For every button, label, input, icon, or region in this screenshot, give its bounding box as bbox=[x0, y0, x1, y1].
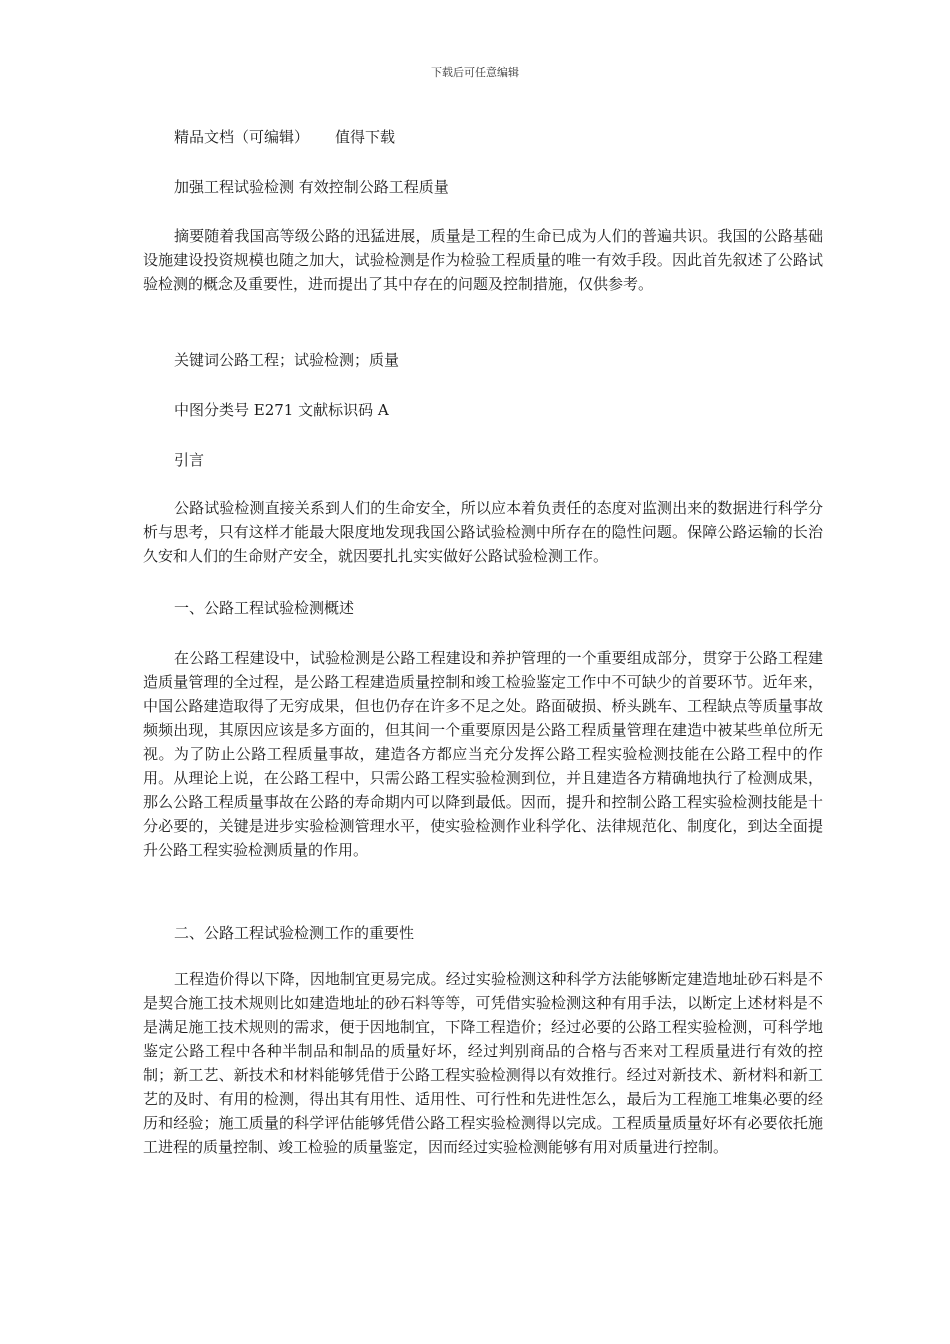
classification-line: 中图分类号 E271 文献标识码 A bbox=[174, 401, 389, 419]
section1-heading: 一、公路工程试验检测概述 bbox=[174, 599, 355, 617]
banner-line bbox=[174, 127, 395, 147]
banner-right: 值得下载 bbox=[335, 128, 396, 146]
abstract-paragraph: 摘要随着我国高等级公路的迅猛进展，质量是工程的生命已成为人们的普遍共识。我国的公路基础设施建设投资规模也随之加大，试验检测是作为检验工程质量的唯一有效手段。因此首先叙述了公路试验检测的概念及重要性，进而提出了其中存在的问题及控制措施，仅供参考。 bbox=[143, 227, 823, 293]
section2-paragraph: 工程造价得以下降，因地制宜更易完成。经过实验检测这种科学方法能够断定建造地址砂石料是不是契合施工技术规则比如建造地址的砂石料等等，可凭借实验检测这种有用手法，以断定上述材料是不是满足施工技术规则的需求，便于因地制宜，下降工程造价；经过必要的公路工程实验检测，可科学地鉴定公路工程中各种半制品和制品的质量好坏，经过判别商品的合格与否来对工程质量进行有效的控制；新工艺、新技术和材料能够凭借于公路工程实验检测得以有效推行。经过对新技术、新材料和新工艺的及时、有用的检测，得出其有用性、适用性、可行性和先进性怎么，最后为工程施工堆集必要的经历和经验；施工质量的科学评估能够凭借公路工程实验检测得以完成。工程质量质量好坏有必要依托施工进程的质量控制、竣工检验的质量鉴定，因而经过实验检测能够有用对质量进行控制。 bbox=[143, 970, 823, 1156]
keywords-line: 关键词公路工程；试验检测；质量 bbox=[174, 351, 400, 369]
intro-heading: 引言 bbox=[174, 451, 205, 469]
intro-paragraph: 公路试验检测直接关系到人们的生命安全，所以应本着负责任的态度对监测出来的数据进行科学分析与思考，只有这样才能最大限度地发现我国公路试验检测中所存在的隐性问题。保障公路运输的长治久安和人们的生命财产安全，就因要扎扎实实做好公路试验检测工作。 bbox=[143, 499, 823, 565]
section2-heading: 二、公路工程试验检测工作的重要性 bbox=[174, 924, 415, 942]
banner-left: 精品文档（可编辑） bbox=[174, 128, 310, 146]
document-title: 加强工程试验检测 有效控制公路工程质量 bbox=[174, 178, 449, 196]
page-header: 下载后可任意编辑 bbox=[431, 66, 519, 79]
section1-paragraph: 在公路工程建设中，试验检测是公路工程建设和养护管理的一个重要组成部分，贯穿于公路工程建造质量管理的全过程，是公路工程建造质量控制和竣工检验鉴定工作中不可缺少的首要环节。近年来，中国公路建造取得了无穷成果，但也仍存在许多不足之处。路面破损、桥头跳车、工程缺点等质量事故频频出现，其原因应该是多方面的，但其间一个重要原因是公路工程质量管理在建造中被某些单位所无视。为了防止公路工程质量事故，建造各方都应当充分发挥公路工程实验检测技能在公路工程中的作用。从理论上说，在公路工程中，只需公路工程实验检测到位，并且建造各方精确地执行了检测成果，那么公路工程质量事故在公路的寿命期内可以降到最低。因而，提升和控制公路工程实验检测技能是十分必要的，关键是进步实验检测管理水平，使实验检测作业科学化、法律规范化、制度化，到达全面提升公路工程实验检测质量的作用。 bbox=[143, 649, 823, 859]
